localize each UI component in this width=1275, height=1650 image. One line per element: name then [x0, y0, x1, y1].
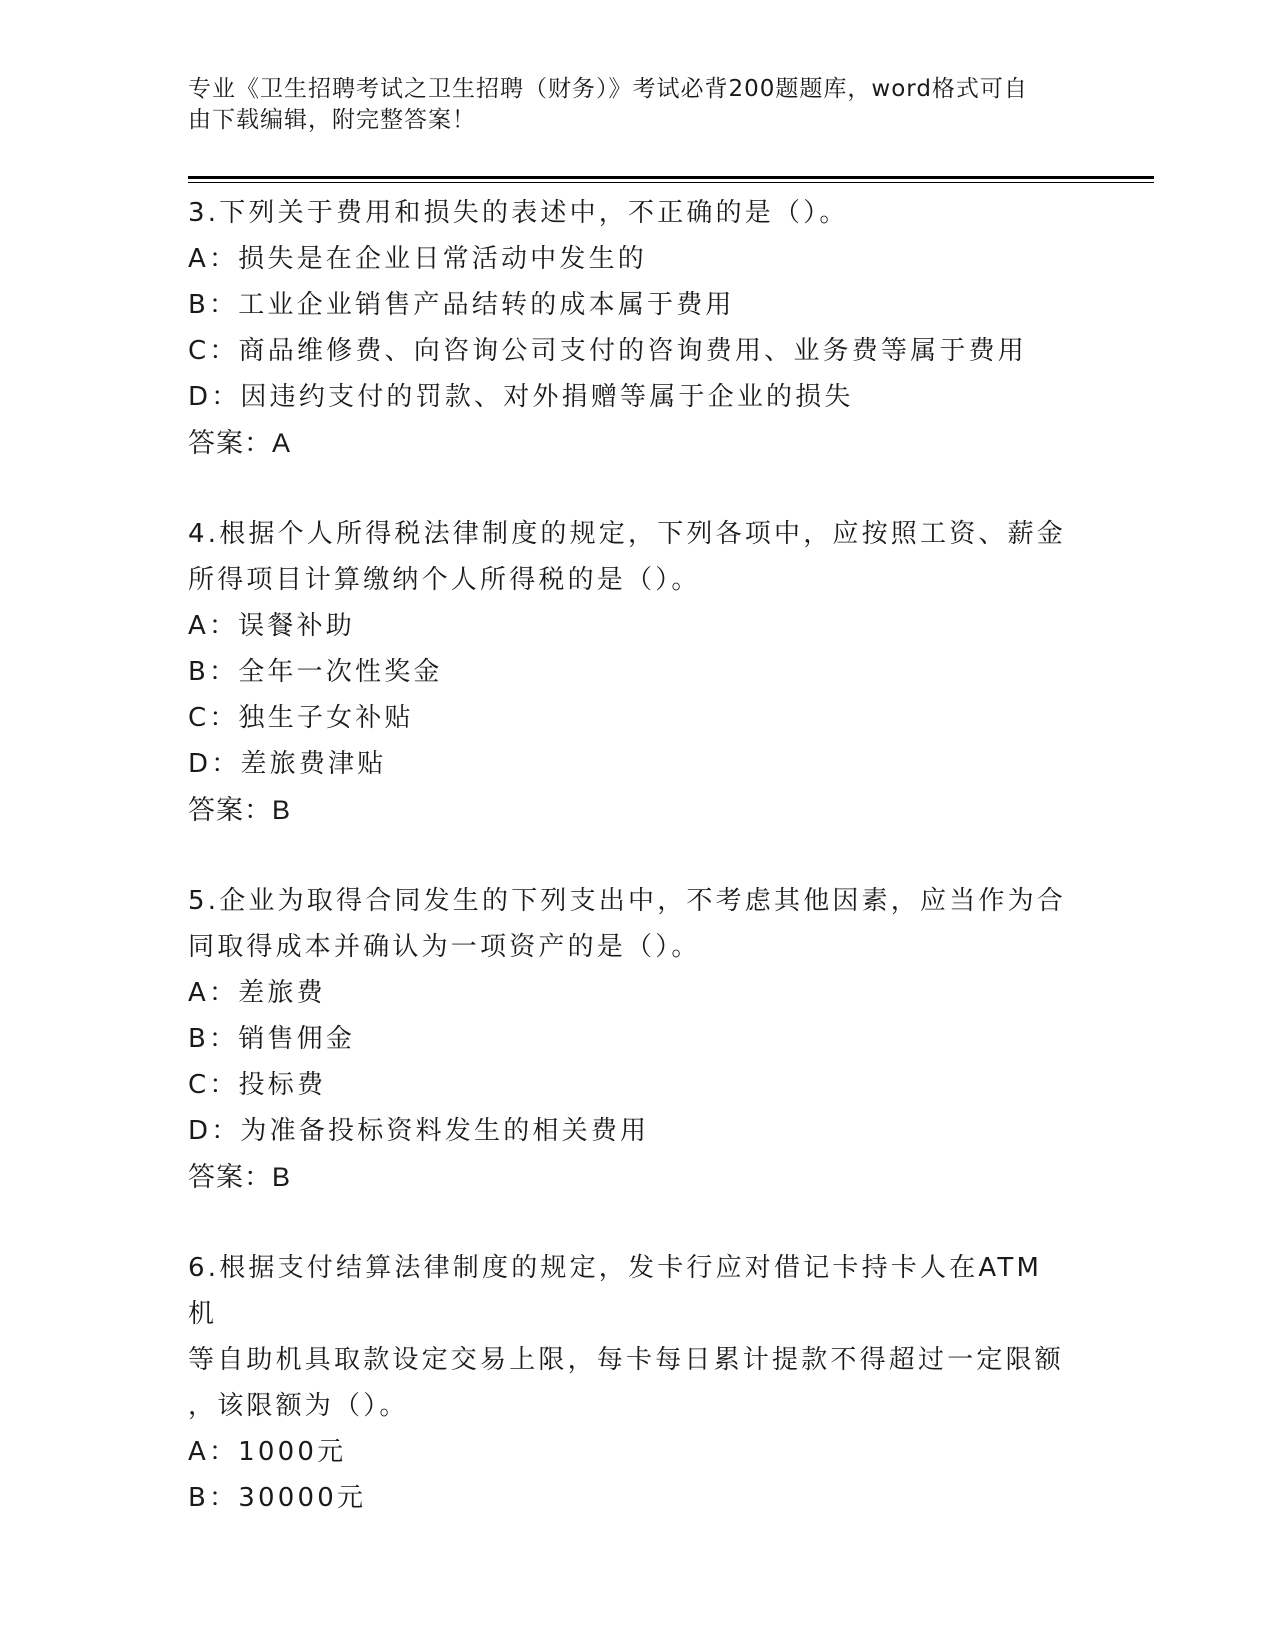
- question-stem: 3.下列关于费用和损失的表述中，不正确的是（）。: [188, 198, 849, 228]
- option-c: C：商品维修费、向咨询公司支付的咨询费用、业务费等属于费用: [188, 336, 1027, 366]
- question-block: [188, 878, 1068, 1200]
- option-c: C：投标费: [188, 1070, 327, 1100]
- question-block: [188, 1245, 1068, 1521]
- option-d: D：差旅费津贴: [188, 749, 387, 779]
- option-d: D：为准备投标资料发生的相关费用: [188, 1116, 650, 1146]
- header-divider-thick: [188, 176, 1154, 179]
- option-a: A：1000元: [188, 1437, 347, 1467]
- header-line-2: 由下载编辑，附完整答案！: [188, 107, 476, 133]
- question-stem: 同取得成本并确认为一项资产的是（）。: [188, 932, 701, 962]
- header-divider-thin: [188, 182, 1154, 183]
- option-a: A：差旅费: [188, 978, 326, 1008]
- question-stem: 6.根据支付结算法律制度的规定，发卡行应对借记卡持卡人在ATM机: [188, 1253, 1043, 1329]
- option-a: A：误餐补助: [188, 611, 355, 641]
- answer-label: 答案：B: [188, 795, 292, 825]
- answer-label: 答案：B: [188, 1162, 292, 1192]
- question-list: [188, 190, 1068, 1521]
- question-stem: ，该限额为（）。: [188, 1391, 409, 1421]
- document-header: [188, 74, 1068, 136]
- option-b: B：30000元: [188, 1483, 367, 1513]
- option-b: B：工业企业销售产品结转的成本属于费用: [188, 290, 735, 320]
- question-stem: 4.根据个人所得税法律制度的规定，下列各项中，应按照工资、薪金: [188, 519, 1067, 549]
- answer-label: 答案：A: [188, 428, 292, 458]
- header-line-1: 专业《卫生招聘考试之卫生招聘（财务）》考试必背200题题库，word格式可自: [188, 76, 1028, 102]
- option-b: B：全年一次性奖金: [188, 657, 443, 687]
- option-a: A：损失是在企业日常活动中发生的: [188, 244, 647, 274]
- option-d: D：因违约支付的罚款、对外捐赠等属于企业的损失: [188, 382, 854, 412]
- option-c: C：独生子女补贴: [188, 703, 414, 733]
- option-b: B：销售佣金: [188, 1024, 356, 1054]
- question-stem: 等自助机具取款设定交易上限，每卡每日累计提款不得超过一定限额: [188, 1345, 1065, 1375]
- question-block: [188, 190, 1068, 466]
- question-stem: 5.企业为取得合同发生的下列支出中，不考虑其他因素，应当作为合: [188, 886, 1067, 916]
- question-stem: 所得项目计算缴纳个人所得税的是（）。: [188, 565, 701, 595]
- question-block: [188, 511, 1068, 833]
